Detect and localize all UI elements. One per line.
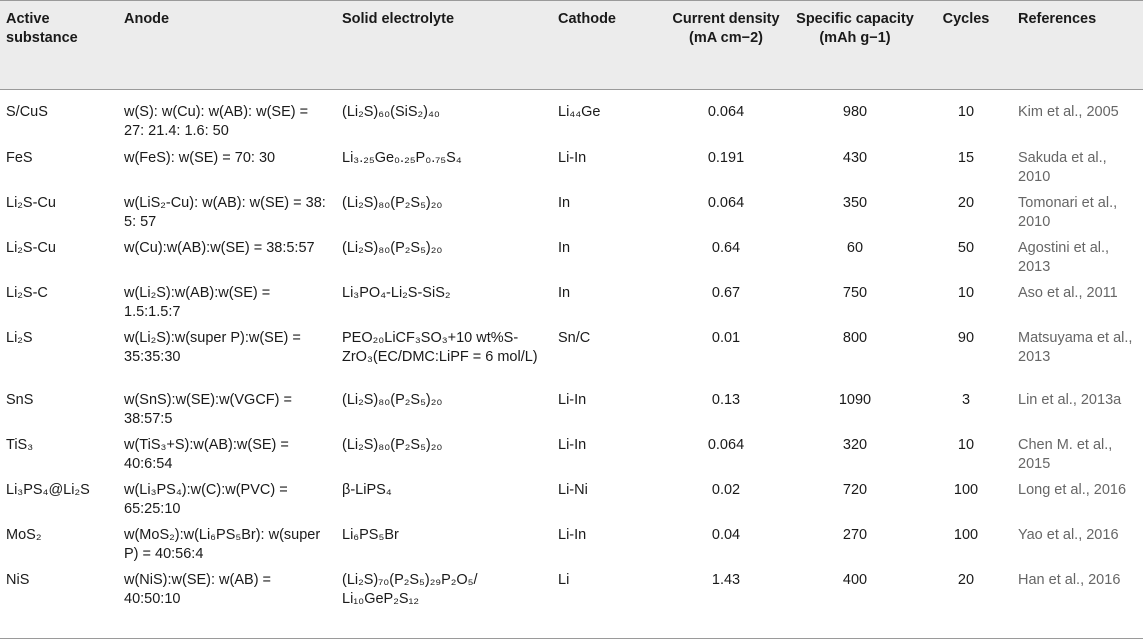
table-header-rule (0, 89, 1143, 90)
header-solid-electrolyte: Solid electrolyte (342, 11, 455, 27)
header-specific-capacity: Specific capacity (mAh g−1) (796, 11, 914, 46)
cell-current-density: 0.67 (711, 285, 741, 301)
cell-active-substance: TiS₃ (6, 437, 34, 453)
cell-active-substance: MoS₂ (6, 527, 42, 543)
cell-reference: Kim et al., 2005 (1018, 104, 1119, 120)
cell-current-density: 0.01 (711, 330, 741, 346)
cell-reference: Sakuda et al., 2010 (1018, 150, 1107, 185)
cell-anode: w(Li₃PS₄):w(C):w(PVC) = 65:25:10 (124, 482, 288, 517)
table-row (0, 234, 1143, 279)
table-row (0, 189, 1143, 234)
cell-anode: w(Cu):w(AB):w(SE) = 38:5:57 (124, 240, 315, 256)
cell-cathode: In (558, 240, 571, 256)
cell-solid-electrolyte: Li₃PO₄-Li₂S-SiS₂ (342, 285, 451, 301)
cell-current-density: 1.43 (711, 572, 741, 588)
cell-solid-electrolyte: Li₃.₂₅Ge₀.₂₅P₀.₇₅S₄ (342, 150, 462, 166)
cell-solid-electrolyte: Li₆PS₅Br (342, 527, 399, 543)
cell-cycles: 10 (957, 285, 975, 301)
cell-cycles: 50 (957, 240, 975, 256)
cell-solid-electrolyte: (Li₂S)₈₀(P₂S₅)₂₀ (342, 392, 443, 408)
cell-specific-capacity: 1090 (838, 392, 872, 408)
cell-cathode: In (558, 285, 571, 301)
cell-cycles: 100 (953, 527, 979, 543)
cell-solid-electrolyte: (Li₂S)₈₀(P₂S₅)₂₀ (342, 195, 443, 211)
cell-active-substance: Li₂S-C (6, 285, 48, 301)
cell-anode: w(Li₂S):w(super P):w(SE) = 35:35:30 (124, 330, 301, 365)
cell-solid-electrolyte: (Li₂S)₈₀(P₂S₅)₂₀ (342, 437, 443, 453)
cell-active-substance: SnS (6, 392, 34, 408)
cell-cycles: 10 (957, 437, 975, 453)
cell-reference: Chen M. et al., 2015 (1018, 437, 1113, 472)
cell-solid-electrolyte: β-LiPS₄ (342, 482, 392, 498)
cell-cathode: Li-In (558, 150, 587, 166)
cell-active-substance: NiS (6, 572, 30, 588)
cell-current-density: 0.064 (707, 104, 745, 120)
table-row (0, 431, 1143, 476)
cell-cathode: Li-In (558, 437, 587, 453)
cell-specific-capacity: 430 (842, 150, 868, 166)
cell-specific-capacity: 720 (842, 482, 868, 498)
cell-solid-electrolyte: (Li₂S)₈₀(P₂S₅)₂₀ (342, 240, 443, 256)
table-row (0, 324, 1143, 386)
header-cathode: Cathode (558, 11, 616, 27)
header-active-substance: Active substance (6, 11, 78, 46)
table-row (0, 521, 1143, 566)
cell-specific-capacity: 400 (842, 572, 868, 588)
cell-anode: w(SnS):w(SE):w(VGCF) = 38:57:5 (124, 392, 292, 427)
header-anode: Anode (124, 11, 170, 27)
table-row (0, 279, 1143, 324)
cell-cycles: 10 (957, 104, 975, 120)
cell-cycles: 20 (957, 572, 975, 588)
cell-anode: w(NiS):w(SE): w(AB) = 40:50:10 (124, 572, 272, 607)
table-row (0, 476, 1143, 521)
table-row (0, 566, 1143, 611)
cell-active-substance: FeS (6, 150, 33, 166)
cell-cycles: 20 (957, 195, 975, 211)
cell-solid-electrolyte: (Li₂S)₆₀(SiS₂)₄₀ (342, 104, 440, 120)
table-row (0, 144, 1143, 189)
cell-cathode: Li₄₄Ge (558, 104, 601, 120)
cell-anode: w(LiS₂-Cu): w(AB): w(SE) = 38: 5: 57 (124, 195, 326, 230)
cell-specific-capacity: 350 (842, 195, 868, 211)
cell-solid-electrolyte: PEO₂₀LiCF₃SO₃+10 wt%S-ZrO₃(EC/DMC:LiPF = 6 mol/L) (342, 330, 538, 365)
cell-specific-capacity: 270 (842, 527, 868, 543)
cell-current-density: 0.02 (711, 482, 741, 498)
cell-reference: Han et al., 2016 (1018, 572, 1121, 588)
cell-cycles: 15 (957, 150, 975, 166)
table-header-row (0, 0, 1143, 89)
cell-reference: Lin et al., 2013a (1018, 392, 1122, 408)
cell-active-substance: Li₂S-Cu (6, 240, 56, 256)
cell-cathode: Li-In (558, 527, 587, 543)
cell-cathode: Li-Ni (558, 482, 588, 498)
cell-current-density: 0.04 (711, 527, 741, 543)
cell-reference: Matsuyama et al., 2013 (1018, 330, 1133, 365)
cell-specific-capacity: 980 (842, 104, 868, 120)
cell-specific-capacity: 60 (846, 240, 864, 256)
cell-cathode: Sn/C (558, 330, 591, 346)
cell-reference: Tomonari et al., 2010 (1018, 195, 1118, 230)
cell-cathode: Li (558, 572, 570, 588)
cell-active-substance: Li₂S-Cu (6, 195, 56, 211)
cell-current-density: 0.064 (707, 437, 745, 453)
table-top-rule (0, 0, 1143, 1)
table-row (0, 89, 1143, 144)
cell-reference: Agostini et al., 2013 (1018, 240, 1110, 275)
header-references: References (1018, 11, 1097, 27)
cell-reference: Aso et al., 2011 (1018, 285, 1118, 301)
cell-anode: w(S): w(Cu): w(AB): w(SE) = 27: 21.4: 1.6: 50 (124, 104, 309, 139)
cell-active-substance: Li₃PS₄@Li₂S (6, 482, 90, 498)
cell-cycles: 90 (957, 330, 975, 346)
cell-anode: w(MoS₂):w(Li₆PS₅Br): w(super P) = 40:56:4 (124, 527, 321, 562)
cell-active-substance: S/CuS (6, 104, 48, 120)
cell-specific-capacity: 800 (842, 330, 868, 346)
cell-specific-capacity: 750 (842, 285, 868, 301)
cell-reference: Yao et al., 2016 (1018, 527, 1119, 543)
cell-cathode: In (558, 195, 571, 211)
header-cycles: Cycles (942, 11, 990, 27)
cell-current-density: 0.64 (711, 240, 741, 256)
cell-specific-capacity: 320 (842, 437, 868, 453)
cell-current-density: 0.191 (707, 150, 745, 166)
cell-cycles: 3 (961, 392, 971, 408)
cell-solid-electrolyte: (Li₂S)₇₀(P₂S₅)₂₉P₂O₅/ Li₁₀GeP₂S₁₂ (342, 572, 478, 607)
cell-anode: w(TiS₃+S):w(AB):w(SE) = 40:6:54 (124, 437, 289, 472)
cell-anode: w(Li₂S):w(AB):w(SE) = 1.5:1.5:7 (124, 285, 271, 320)
header-current-density: Current density (mA cm−2) (672, 11, 780, 46)
cell-reference: Long et al., 2016 (1018, 482, 1127, 498)
cell-cathode: Li-In (558, 392, 587, 408)
table-row (0, 386, 1143, 431)
cell-active-substance: Li₂S (6, 330, 33, 346)
cell-anode: w(FeS): w(SE) = 70: 30 (124, 150, 276, 166)
cell-cycles: 100 (953, 482, 979, 498)
cell-current-density: 0.064 (707, 195, 745, 211)
cell-current-density: 0.13 (711, 392, 741, 408)
